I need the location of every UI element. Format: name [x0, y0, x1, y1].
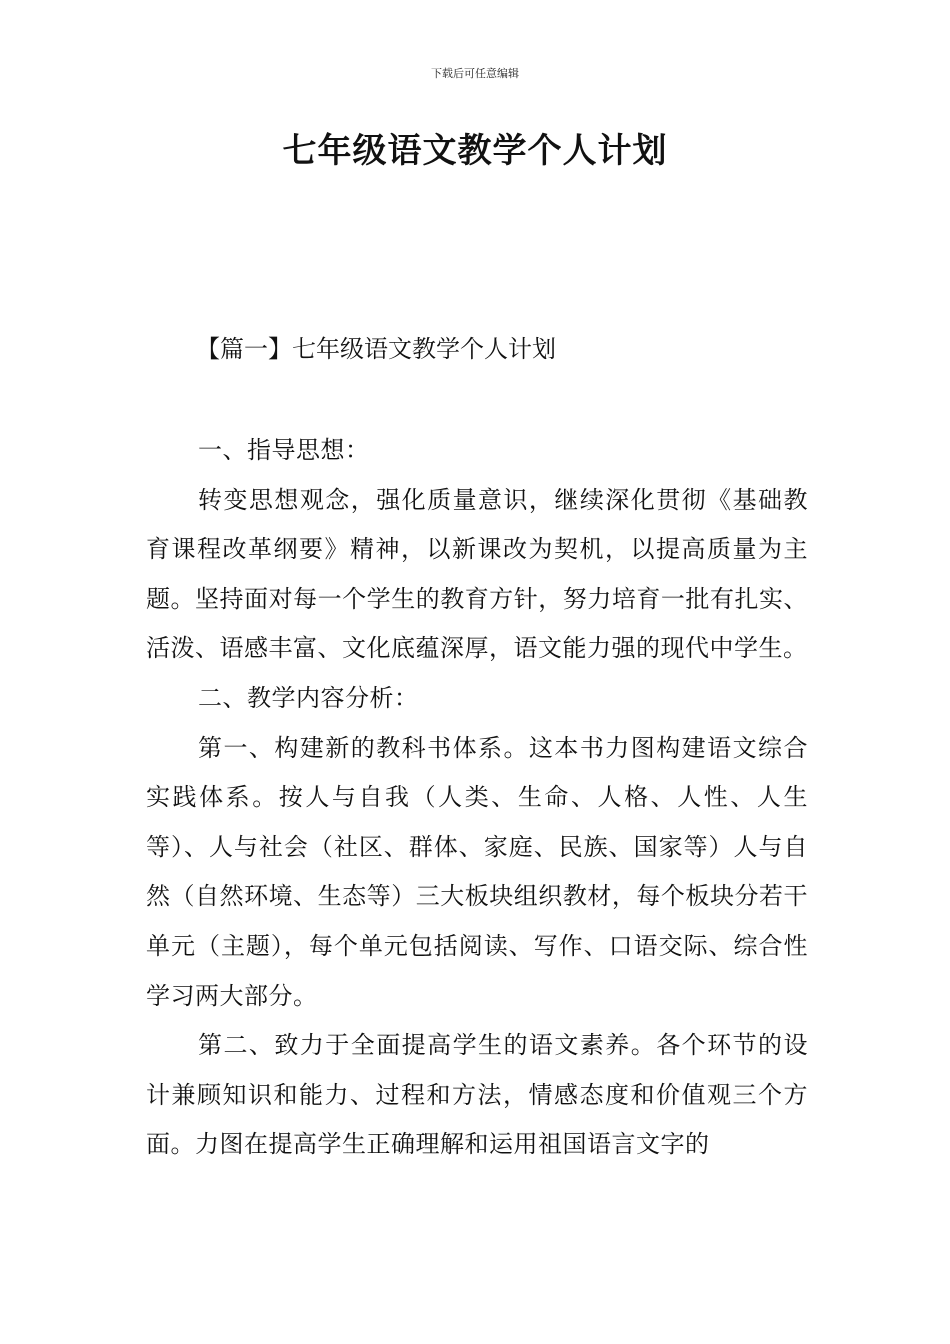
- document-body: [146, 426, 808, 1170]
- paragraph-textbook-system: 第一、构建新的教科书体系。这本书力图构建语文综合实践体系。按人与自我（人类、生命、人格、人性、人生等）、人与社会（社区、群体、家庭、民族、国家等）人与自然（自然环境、生态等）三大板块组织教材，每个板块分若干单元（主题），每个单元包括阅读、写作、口语交际、综合性学习两大部分。: [146, 733, 808, 1010]
- document-title: 七年级语文教学个人计划: [282, 131, 668, 171]
- paragraph-literacy: 第二、致力于全面提高学生的语文素养。各个环节的设计兼顾知识和能力、过程和方法，情感态度和价值观三个方面。力图在提高学生正确理解和运用祖国语言文字的: [146, 1031, 808, 1159]
- page-header-note: 下载后可任意编辑: [431, 67, 519, 80]
- section-heading: 【篇一】七年级语文教学个人计划: [196, 335, 556, 363]
- heading-guiding-ideology: 一、指导思想：: [198, 436, 370, 464]
- paragraph-guiding-ideology: 转变思想观念，强化质量意识，继续深化贯彻《基础教育课程改革纲要》精神，以新课改为契机，以提高质量为主题。坚持面对每一个学生的教育方针，努力培育一批有扎实、活泼、语感丰富、文化底蕴深厚，语文能力强的现代中学生。: [146, 485, 808, 663]
- heading-content-analysis: 二、教学内容分析：: [198, 683, 419, 712]
